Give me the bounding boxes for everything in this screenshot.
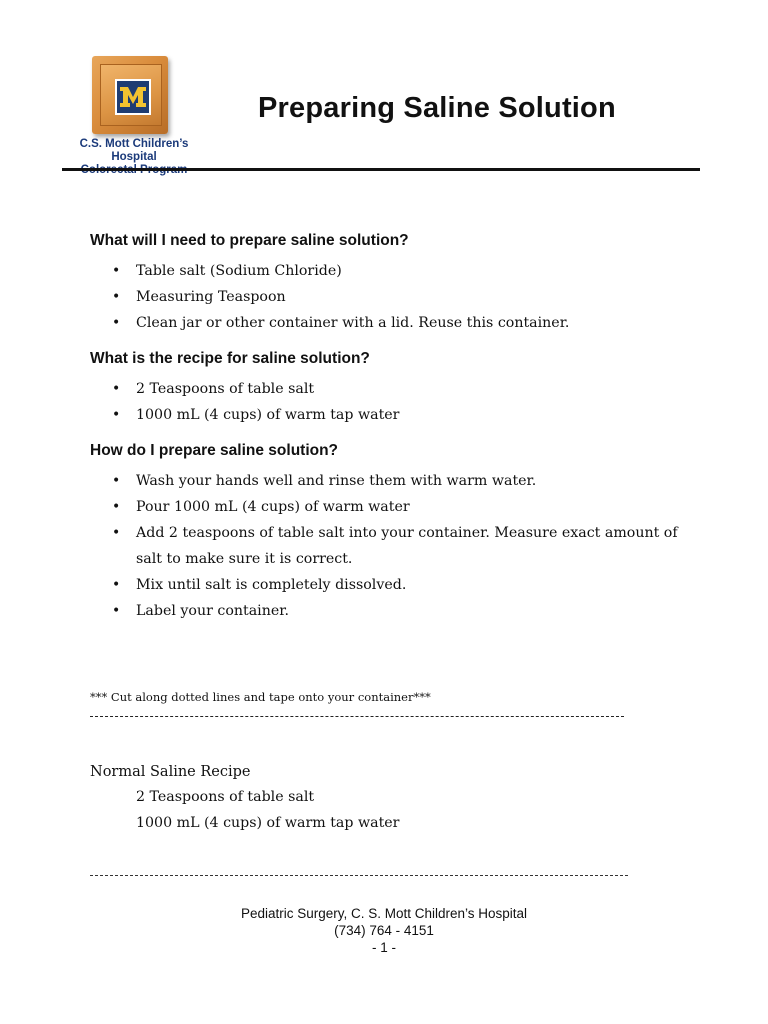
- logo-block-face: [100, 64, 162, 126]
- list-item: [90, 494, 690, 520]
- main-content: [90, 232, 690, 638]
- list-item-text: 2 Teaspoons of table salt: [136, 381, 315, 397]
- page-title: Preparing Saline Solution: [258, 92, 616, 124]
- cut-line-top: [90, 716, 624, 717]
- list-item-text: Add 2 teaspoons of table salt into your container. Measure exact amount of salt to make sure it is correct.: [136, 525, 678, 567]
- section-supplies: [90, 232, 690, 336]
- section-heading: What is the recipe for saline solution?: [90, 350, 370, 367]
- bullet-list: [90, 376, 690, 428]
- footer-phone: (734) 764 - 4151: [334, 923, 434, 938]
- bullet-icon: •: [112, 577, 121, 593]
- list-item: [90, 598, 690, 624]
- recipe-card-line: 2 Teaspoons of table salt: [136, 789, 315, 805]
- cut-line-bottom: [90, 875, 628, 876]
- bullet-icon: •: [112, 289, 121, 305]
- recipe-card-title: Normal Saline Recipe: [90, 764, 251, 780]
- m-letter-icon: [119, 85, 147, 109]
- section-recipe: [90, 350, 690, 428]
- list-item: [90, 520, 690, 572]
- list-item: [90, 258, 690, 284]
- m-letter-badge: [115, 79, 151, 115]
- bullet-icon: •: [112, 381, 121, 397]
- recipe-card: [90, 764, 399, 836]
- list-item-text: Wash your hands well and rinse them with warm water.: [136, 473, 537, 489]
- list-item-text: Measuring Teaspoon: [136, 289, 286, 305]
- list-item: [90, 310, 690, 336]
- page-footer: [0, 905, 768, 956]
- list-item-text: Pour 1000 mL (4 cups) of warm water: [136, 499, 410, 515]
- bullet-list: [90, 468, 690, 624]
- section-heading: How do I prepare saline solution?: [90, 442, 339, 459]
- recipe-card-line: 1000 mL (4 cups) of warm tap water: [136, 815, 400, 831]
- list-item-text: Table salt (Sodium Chloride): [136, 263, 342, 279]
- bullet-icon: •: [112, 499, 121, 515]
- list-item: [90, 402, 690, 428]
- footer-department: Pediatric Surgery, C. S. Mott Children’s Hospital: [240, 906, 528, 921]
- cut-instruction: *** Cut along dotted lines and tape onto your container***: [90, 690, 431, 704]
- bullet-icon: •: [112, 525, 121, 541]
- bullet-list: [90, 258, 690, 336]
- list-item: [90, 572, 690, 598]
- bullet-icon: •: [112, 315, 121, 331]
- header-divider: [62, 168, 700, 171]
- list-item: [90, 284, 690, 310]
- list-item: [90, 468, 690, 494]
- bullet-icon: •: [112, 407, 121, 423]
- page-number: - 1 -: [371, 940, 396, 955]
- list-item-text: Mix until salt is completely dissolved.: [136, 577, 407, 593]
- list-item-text: 1000 mL (4 cups) of warm tap water: [136, 407, 400, 423]
- list-item-text: Label your container.: [136, 603, 289, 619]
- bullet-icon: •: [112, 603, 121, 619]
- list-item: [90, 376, 690, 402]
- list-item-text: Clean jar or other container with a lid. Reuse this container.: [136, 315, 570, 331]
- bullet-icon: •: [112, 473, 121, 489]
- section-heading: What will I need to prepare saline solution?: [90, 232, 409, 249]
- section-steps: [90, 442, 690, 624]
- logo-caption: [58, 138, 210, 177]
- logo-line-hospital: C.S. Mott Children’s Hospital: [79, 138, 189, 163]
- university-m-block-icon: [92, 56, 168, 134]
- bullet-icon: •: [112, 263, 121, 279]
